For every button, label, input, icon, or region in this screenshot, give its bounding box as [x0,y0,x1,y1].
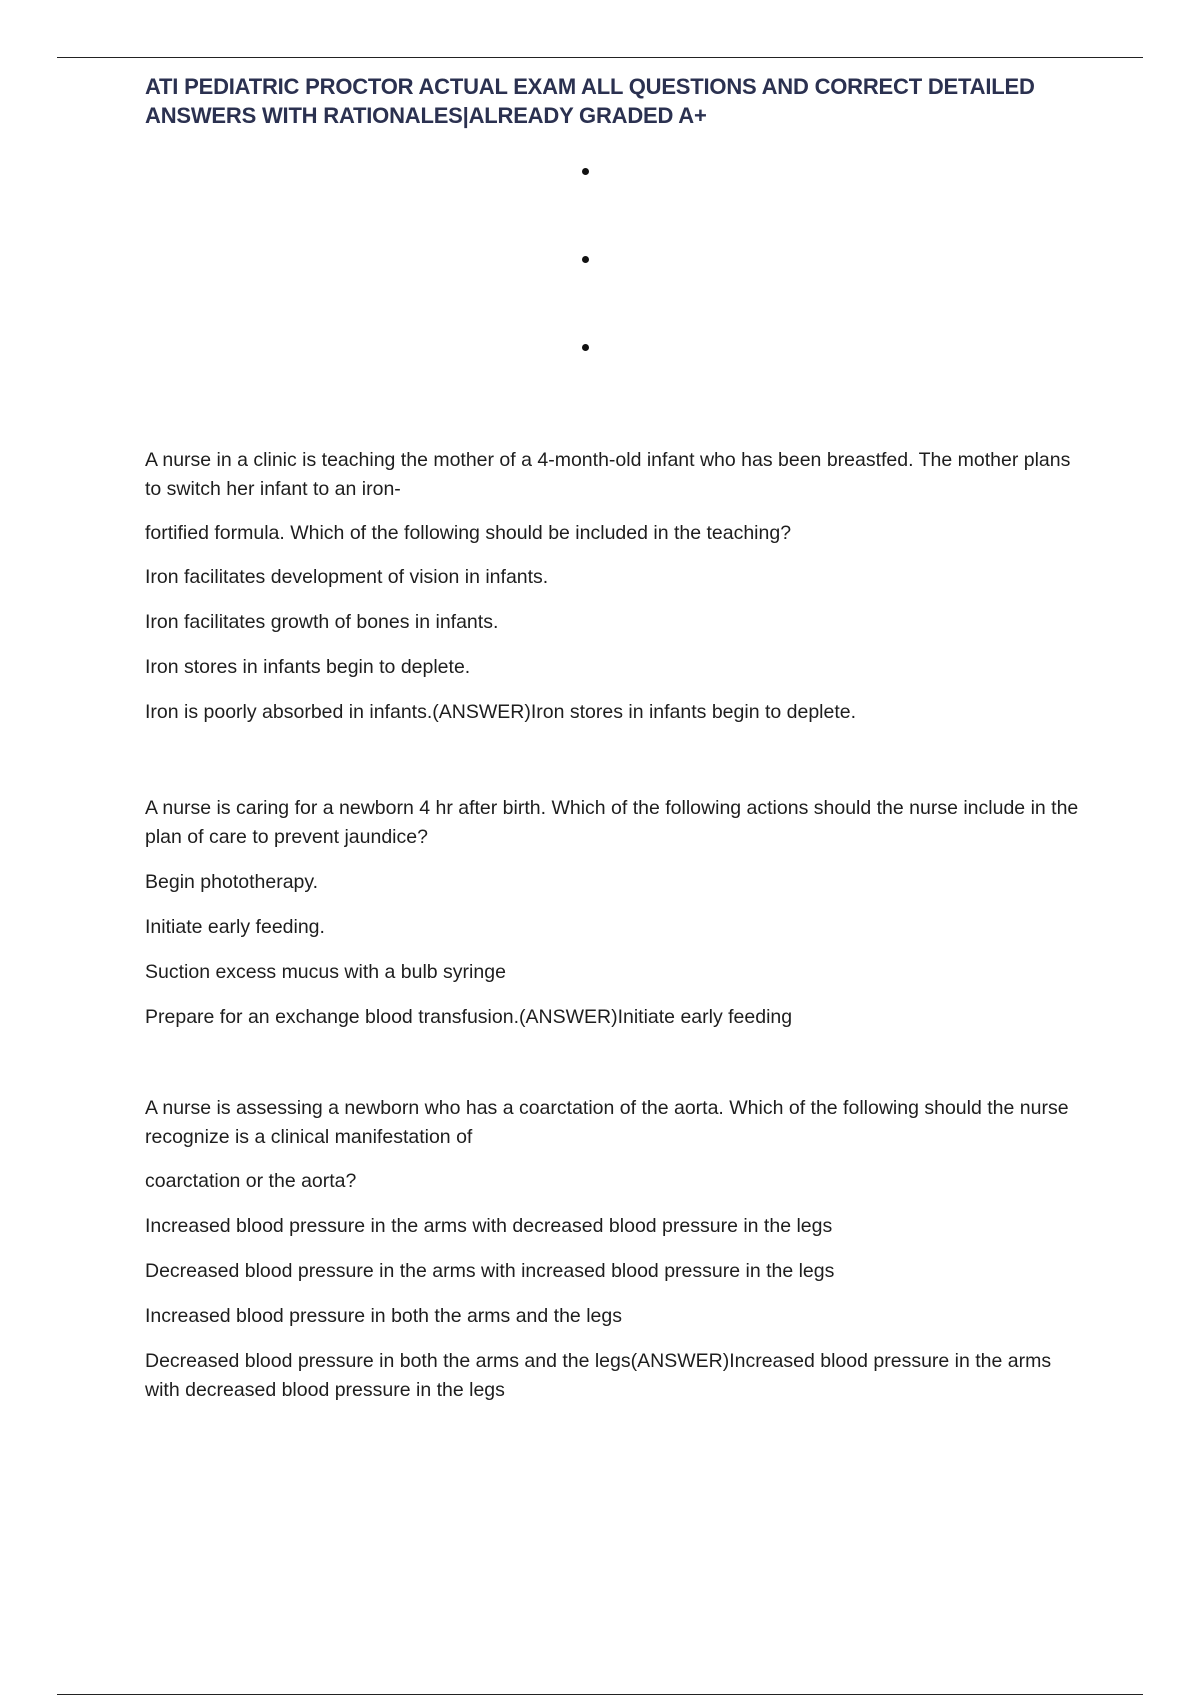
bullet-item [145,344,1085,432]
question-stem: A nurse in a clinic is teaching the mother of a 4-month-old infant who has been breastfed. The mother plans to switch her infant to an iron- [145,449,1071,500]
bullet-dot-icon [582,344,589,351]
answer-option: Iron stores in infants begin to deplete. [145,656,471,678]
document-title: ATI PEDIATRIC PROCTOR ACTUAL EXAM ALL QUESTIONS AND CORRECT DETAILED ANSWERS WITH RATIONALES|ALREADY GRADED A+ [145,74,1035,128]
bullet-item [145,168,1085,256]
question-stem: A nurse is assessing a newborn who has a coarctation of the aorta. Which of the following should the nurse recognize is a clinical manifestation of [145,1097,1069,1148]
bullet-dot-icon [582,168,589,175]
answer-option: Iron facilitates growth of bones in infants. [145,611,499,633]
question-stem: A nurse is caring for a newborn 4 hr after birth. Which of the following actions should the nurse include in the plan of care to prevent jaundice? [145,797,1079,848]
question-stem-continued: coarctation or the aorta? [145,1170,357,1192]
bullet-list [145,168,1085,432]
answer-option-with-answer: Prepare for an exchange blood transfusion.(ANSWER)Initiate early feeding [145,1006,793,1028]
bottom-divider [57,1694,1143,1695]
answer-option: Increased blood pressure in both the arms and the legs [145,1305,622,1327]
answer-option: Increased blood pressure in the arms with decreased blood pressure in the legs [145,1215,833,1237]
top-divider [57,57,1143,58]
question-2 [145,794,1085,1032]
question-stem-continued: fortified formula. Which of the following should be included in the teaching? [145,522,792,544]
answer-option: Begin phototherapy. [145,871,319,893]
answer-option: Iron facilitates development of vision in infants. [145,566,549,588]
answer-option-with-answer: Decreased blood pressure in both the arms and the legs(ANSWER)Increased blood pressure in the arms with decreased blood pressure in the legs [145,1350,1052,1401]
answer-option-with-answer: Iron is poorly absorbed in infants.(ANSWER)Iron stores in infants begin to deplete. [145,701,857,723]
bullet-item [145,256,1085,344]
bullet-dot-icon [582,256,589,263]
document-body [145,72,1085,1401]
answer-option: Suction excess mucus with a bulb syringe [145,961,506,983]
question-1 [145,446,1085,727]
answer-option: Initiate early feeding. [145,916,325,938]
question-3 [145,1094,1085,1405]
answer-option: Decreased blood pressure in the arms with increased blood pressure in the legs [145,1260,835,1282]
